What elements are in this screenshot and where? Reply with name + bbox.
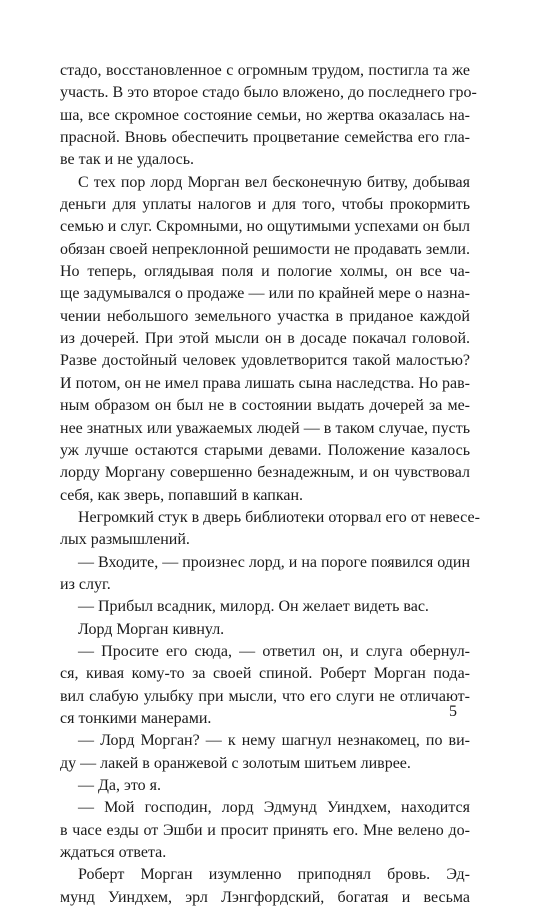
text-line: ся тонкими манерами. (60, 709, 212, 727)
text-line: Но теперь, оглядывая поля и пологие холмы, он все ча- (60, 263, 470, 281)
text-line: из слуг. (60, 575, 111, 593)
text-line: Разве достойный человек удовлетворится такой малостью? (60, 352, 470, 370)
text-line: себя, как зверь, попавший в капкан. (60, 486, 304, 504)
text-line: лорду Моргану совершенно безнадежным, и он чувствовал (60, 464, 470, 482)
text-line: обязан своей непреклонной решимости не продавать земли. (60, 240, 470, 258)
text-line: ша, все скромное состояние семьи, но жертва оказалась на- (60, 106, 470, 124)
text-line: лых размышлений. (60, 531, 190, 549)
text-line: стадо, восстановленное с огромным трудом, постигла та же (60, 62, 470, 79)
page-text (60, 60, 480, 909)
text-line: — Просите его сюда, — ответил он, и слуга обернул- (78, 642, 470, 660)
text-line: Роберт Морган изумленно приподнял бровь. Эд- (78, 866, 470, 884)
text-line: нее знатных или уважаемых людей — в таком случае, пусть (60, 419, 470, 437)
page-number: 5 (449, 703, 457, 720)
text-line: ду — лакей в оранжевой с золотым шитьем ливрее. (60, 754, 411, 772)
text-line: из дочерей. При этой мысли он в досаде покачал головой. (60, 330, 470, 348)
text-line: чении небольшого земельного участка в приданое каждой (60, 307, 470, 325)
text-line: ся, кивая кому-то за своей спиной. Роберт Морган пода- (60, 665, 470, 683)
text-line: вил слабую улыбку при мысли, что его слуги не отличают- (60, 687, 470, 705)
text-line: деньги для уплаты налогов и для того, чтобы прокормить (60, 196, 470, 214)
text-line: ще задумывался о продаже — или по крайней мере о назна- (60, 285, 470, 303)
text-line: С тех пор лорд Морган вел бесконечную битву, добывая (78, 173, 470, 191)
text-line: прасной. Вновь обеспечить процветание семейства его гла- (60, 129, 470, 147)
text-line: — Да, это я. (78, 777, 162, 794)
text-line: — Входите, — произнес лорд, и на пороге появился один (78, 553, 470, 571)
text-line: ве так и не удалось. (60, 151, 195, 169)
text-line: Лорд Морган кивнул. (78, 620, 225, 638)
text-line: — Лорд Морган? — к нему шагнул незнакомец, по ви- (78, 732, 470, 750)
text-line: семью и слуг. Скромными, но ощутимыми успехами он был (60, 218, 471, 236)
text-line: И потом, он не имел права лишать сына наследства. Но рав- (60, 374, 470, 392)
text-line: — Мой господин, лорд Эдмунд Уиндхем, находится (78, 799, 470, 817)
text-line: уж лучше остаются старыми девами. Положение казалось (60, 441, 470, 459)
text-line: ждаться ответа. (60, 844, 167, 862)
text-line: — Прибыл всадник, милорд. Он желает видеть вас. (78, 598, 429, 616)
text-line: Негромкий стук в дверь библиотеки оторвал его от невесе- (78, 508, 480, 526)
text-line: ным образом он был не в состоянии выдать дочерей за ме- (60, 397, 470, 415)
text-line: участь. В это второе стадо было вложено, до последнего гро- (60, 84, 477, 102)
text-line: в часе езды от Эшби и просит принять его. Мне велено до- (60, 821, 470, 839)
text-line: мунд Уиндхем, эрл Лэнгфордский, богатая и весьма (60, 888, 470, 906)
